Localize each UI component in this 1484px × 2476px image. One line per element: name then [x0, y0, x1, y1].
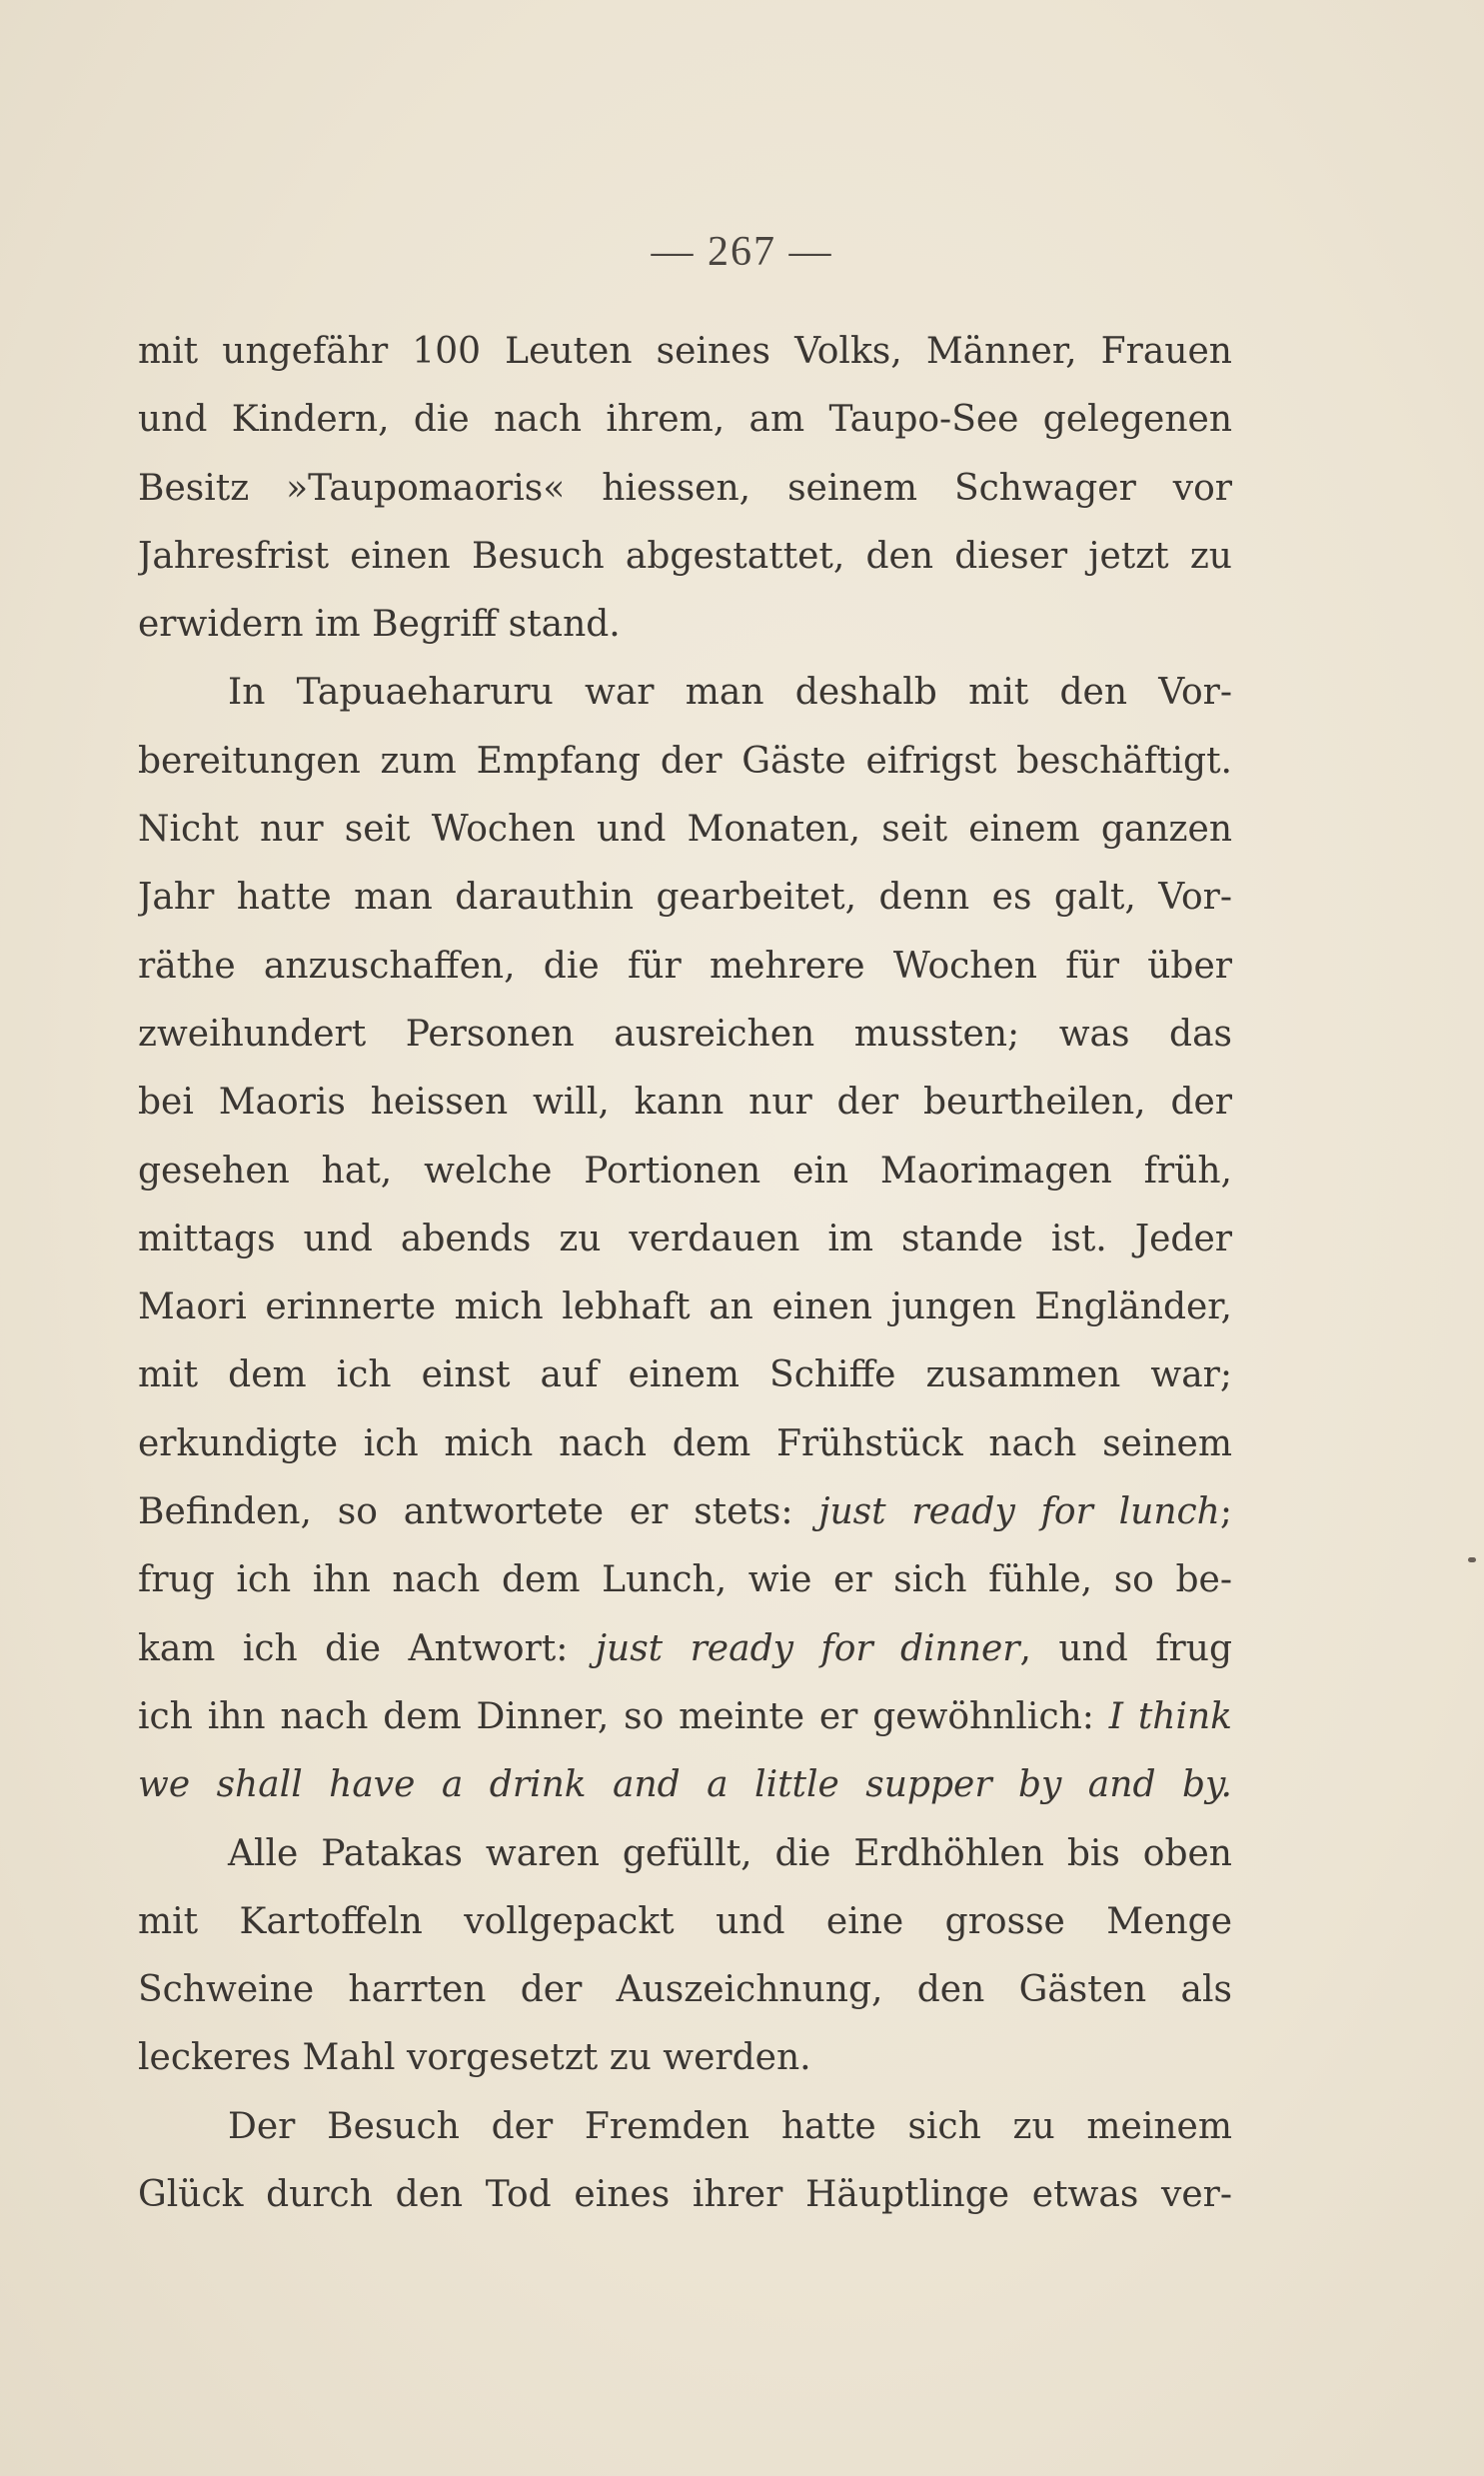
text-line	[138, 591, 1232, 659]
text-run: ich ihn nach dem Dinner, so meinte er gewöhnlich:	[138, 1695, 1109, 1737]
text-line	[138, 455, 1232, 523]
text-line	[138, 1273, 1232, 1341]
text-line	[138, 1341, 1232, 1409]
text-line	[138, 1956, 1232, 2024]
text-line	[138, 1410, 1232, 1478]
page-number: — 267 —	[651, 229, 833, 275]
text-run: In Tapuaeharuru war man deshalb mit den Vor-	[228, 672, 1232, 714]
text-run: kam ich die Antwort:	[138, 1627, 596, 1669]
text-line	[138, 659, 1232, 727]
text-run: Jahresfrist einen Besuch abgestattet, den dieser jetzt zu	[138, 535, 1232, 577]
text-run: Der Besuch der Fremden hatte sich zu meinem	[228, 2105, 1232, 2147]
text-run: mit Kartoffeln vollgepackt und eine grosse Menge	[138, 1900, 1232, 1942]
text-run: ;	[1219, 1491, 1232, 1533]
text-run: Schweine harrten der Auszeichnung, den Gästen als	[138, 1969, 1232, 2011]
text-line	[138, 318, 1232, 386]
text-line	[138, 1206, 1232, 1273]
text-run: gesehen hat, welche Portionen ein Maorimagen früh,	[138, 1150, 1232, 1192]
text-line	[138, 1138, 1232, 1206]
text-run: Alle Patakas waren gefüllt, die Erdhöhlen bis oben	[228, 1832, 1232, 1874]
text-run: erkundigte ich mich nach dem Frühstück nach seinem	[138, 1422, 1232, 1464]
text-run: Jahr hatte man darauthin gearbeitet, denn es galt, Vor-	[138, 877, 1232, 919]
text-run: erwidern im Begriff stand.	[138, 604, 621, 646]
text-line	[138, 1001, 1232, 1069]
text-line	[138, 1683, 1232, 1751]
text-run: bereitungen zum Empfang der Gäste eifrigst beschäftigt.	[138, 740, 1232, 782]
text-line	[138, 864, 1232, 932]
text-run: Befinden, so antwortete er stets:	[138, 1491, 819, 1533]
text-run: leckeres Mahl vorgesetzt zu werden.	[138, 2037, 811, 2079]
text-line	[138, 1751, 1232, 1819]
text-line	[138, 1069, 1232, 1137]
text-run: , und frug	[1019, 1627, 1232, 1669]
text-line	[138, 2024, 1232, 2092]
text-run: und Kindern, die nach ihrem, am Taupo-See gelegenen	[138, 399, 1232, 441]
text-run: mittags und abends zu verdauen im stande ist. Jeder	[138, 1218, 1232, 1259]
text-line	[138, 386, 1232, 454]
text-run: Nicht nur seit Wochen und Monaten, seit einem ganzen	[138, 809, 1232, 851]
body-text	[138, 318, 1232, 2229]
text-line	[138, 796, 1232, 864]
italic-text: we shall have a drink and a little supper by and by.	[138, 1764, 1232, 1806]
text-line	[138, 1820, 1232, 1888]
text-run: räthe anzuschaffen, die für mehrere Wochen für über	[138, 945, 1232, 987]
text-line	[138, 1546, 1232, 1614]
text-line	[138, 523, 1232, 591]
text-line	[138, 2093, 1232, 2161]
text-line	[138, 933, 1232, 1001]
text-line	[138, 2161, 1232, 2229]
page-blemish	[1468, 1557, 1476, 1562]
text-line	[138, 1478, 1232, 1546]
text-line	[138, 728, 1232, 796]
italic-text: I think	[1108, 1695, 1232, 1737]
text-run: mit ungefähr 100 Leuten seines Volks, Männer, Frauen	[138, 331, 1232, 372]
text-run: Maori erinnerte mich lebhaft an einen jungen Engländer,	[138, 1286, 1232, 1328]
text-run: bei Maoris heissen will, kann nur der beurtheilen, der	[138, 1082, 1232, 1124]
italic-text: just ready for dinner	[595, 1627, 1020, 1669]
text-run: Glück durch den Tod eines ihrer Häuptlinge etwas ver-	[138, 2174, 1232, 2216]
text-line	[138, 1615, 1232, 1683]
text-run: zweihundert Personen ausreichen mussten; was das	[138, 1013, 1232, 1055]
italic-text: just ready for lunch	[818, 1491, 1220, 1533]
text-run: frug ich ihn nach dem Lunch, wie er sich fühle, so be-	[138, 1559, 1232, 1601]
text-run: mit dem ich einst auf einem Schiffe zusammen war;	[138, 1354, 1232, 1396]
text-run: Besitz »Taupomaoris« hiessen, seinem Schwager vor	[138, 467, 1232, 509]
text-line	[138, 1888, 1232, 1956]
